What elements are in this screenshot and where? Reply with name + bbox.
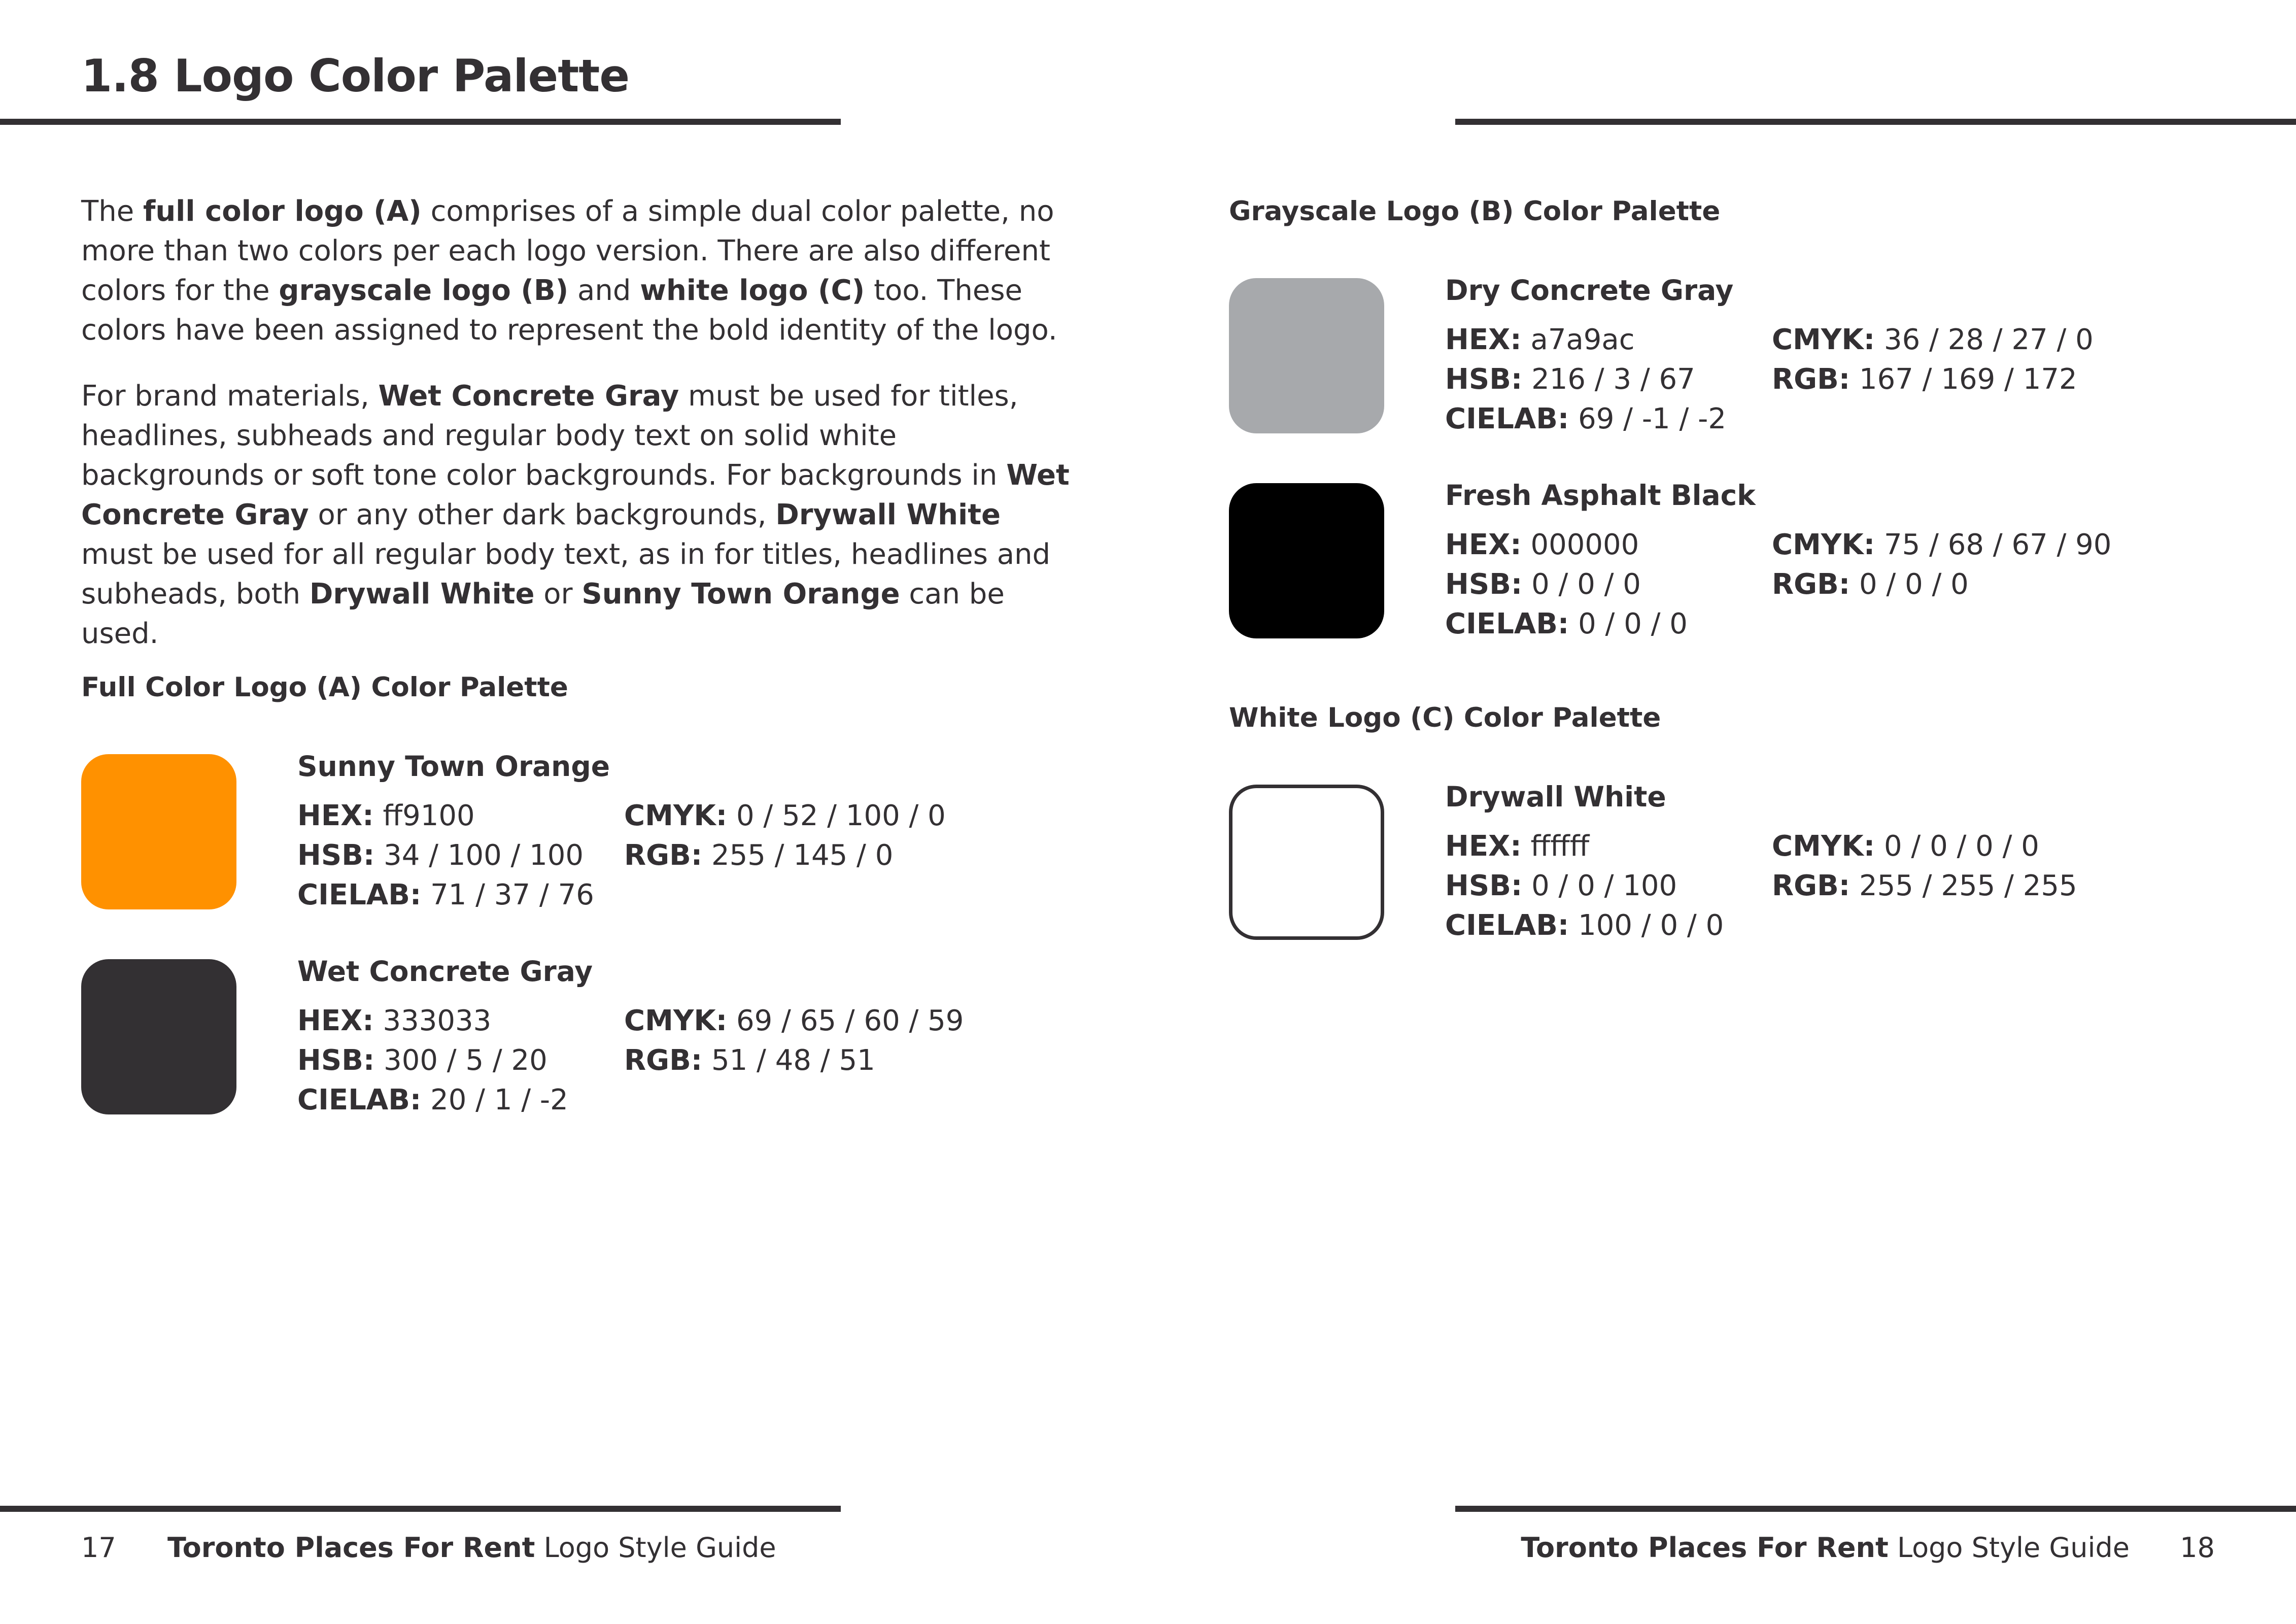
- footer-rule-right: [1455, 1506, 2296, 1512]
- grayscale-palette-heading: Grayscale Logo (B) Color Palette: [1229, 196, 1721, 227]
- color-name: Drywall White: [1445, 781, 1666, 813]
- cielab-value: CIELAB: 100 / 0 / 0: [1445, 909, 1724, 942]
- footer-doc-title-left: Toronto Places For Rent Logo Style Guide: [167, 1532, 776, 1564]
- color-name: Dry Concrete Gray: [1445, 274, 1734, 307]
- rgb-value: RGB: 255 / 145 / 0: [624, 839, 894, 872]
- swatch-sunny-town-orange: [81, 754, 236, 909]
- rgb-value: RGB: 255 / 255 / 255: [1772, 869, 2077, 902]
- swatch-drywall-white: [1229, 785, 1384, 940]
- header-rule-right: [1455, 119, 2296, 125]
- swatch-dry-concrete-gray: [1229, 278, 1384, 433]
- rgb-value: RGB: 51 / 48 / 51: [624, 1044, 875, 1077]
- page-number-right: 18: [2180, 1532, 2215, 1564]
- rgb-value: RGB: 0 / 0 / 0: [1772, 568, 1969, 601]
- swatch-wet-concrete-gray: [81, 959, 236, 1114]
- footer-doc-title-right: Toronto Places For Rent Logo Style Guide: [1521, 1532, 2130, 1564]
- white-palette-heading: White Logo (C) Color Palette: [1229, 702, 1661, 733]
- rgb-value: RGB: 167 / 169 / 172: [1772, 363, 2077, 396]
- hex-value: HEX: ffffff: [1445, 830, 1590, 863]
- cmyk-value: CMYK: 0 / 0 / 0 / 0: [1772, 830, 2039, 863]
- full-palette-heading: Full Color Logo (A) Color Palette: [81, 672, 568, 703]
- hsb-value: HSB: 0 / 0 / 0: [1445, 568, 1641, 601]
- page-number-left: 17: [81, 1532, 116, 1564]
- hsb-value: HSB: 0 / 0 / 100: [1445, 869, 1677, 902]
- cmyk-value: CMYK: 69 / 65 / 60 / 59: [624, 1004, 964, 1037]
- cielab-value: CIELAB: 20 / 1 / -2: [297, 1084, 568, 1116]
- hex-value: HEX: a7a9ac: [1445, 323, 1635, 356]
- cmyk-value: CMYK: 36 / 28 / 27 / 0: [1772, 323, 2094, 356]
- footer-rule-left: [0, 1506, 841, 1512]
- cielab-value: CIELAB: 0 / 0 / 0: [1445, 607, 1688, 640]
- cielab-value: CIELAB: 69 / -1 / -2: [1445, 402, 1726, 435]
- intro-paragraph-2: For brand materials, Wet Concrete Gray must be used for titles, headlines, subheads and regular body text on solid white backgrounds or soft tone color backgrounds. For backgrounds in Wet Concrete Gray or any other dark backgrounds, Drywall White must be used for all regular body text, as in for titles, headlines and subheads, both Drywall White or Sunny Town Orange can be used.: [81, 380, 1070, 650]
- page-title: 1.8 Logo Color Palette: [81, 50, 630, 102]
- cielab-value: CIELAB: 71 / 37 / 76: [297, 878, 594, 911]
- cmyk-value: CMYK: 75 / 68 / 67 / 90: [1772, 528, 2112, 561]
- hex-value: HEX: 000000: [1445, 528, 1639, 561]
- color-name: Sunny Town Orange: [297, 750, 610, 783]
- hsb-value: HSB: 300 / 5 / 20: [297, 1044, 547, 1077]
- hex-value: HEX: ff9100: [297, 799, 475, 832]
- color-name: Fresh Asphalt Black: [1445, 479, 1756, 512]
- hsb-value: HSB: 216 / 3 / 67: [1445, 363, 1695, 396]
- intro-paragraph-1: The full color logo (A) comprises of a simple dual color palette, no more than two colors per each logo version. There are also different colors for the grayscale logo (B) and white logo (C) too. These colors have been assigned to represent the bold identity of the logo.: [81, 195, 1057, 347]
- swatch-fresh-asphalt-black: [1229, 483, 1384, 638]
- header-rule-left: [0, 119, 841, 125]
- hex-value: HEX: 333033: [297, 1004, 492, 1037]
- hsb-value: HSB: 34 / 100 / 100: [297, 839, 584, 872]
- cmyk-value: CMYK: 0 / 52 / 100 / 0: [624, 799, 946, 832]
- color-name: Wet Concrete Gray: [297, 955, 593, 988]
